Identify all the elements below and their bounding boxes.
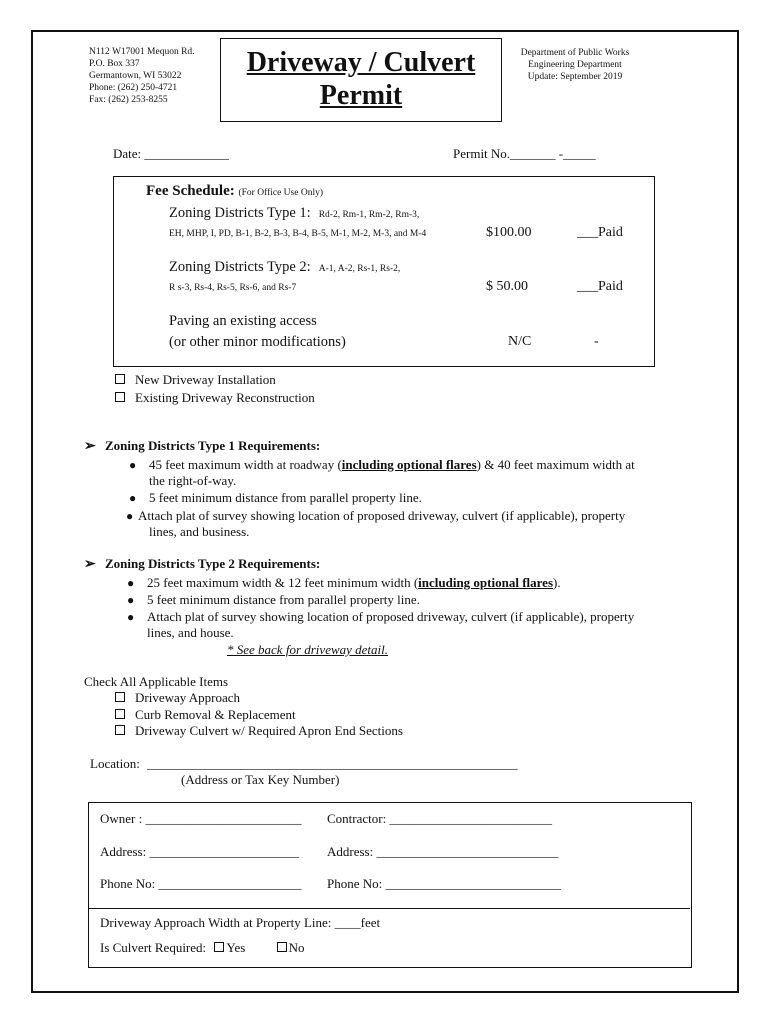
checkbox-icon[interactable] (214, 942, 224, 952)
type2-codes-b: R s-3, Rs-4, Rs-5, Rs-6, and Rs-7 (169, 283, 297, 293)
type1-req-item3: Attach plat of survey showing location of proposed driveway, culvert (if applicable), property (138, 508, 626, 523)
checkbox-icon[interactable] (115, 374, 125, 384)
type1-req-item2: 5 feet minimum distance from parallel property line. (149, 490, 422, 505)
arrow-right-icon: ➢ (84, 557, 96, 572)
yes-label[interactable]: Yes (226, 940, 246, 955)
check-items-heading: Check All Applicable Items (84, 674, 229, 689)
city-state-zip: Germantown, WI 53022 (89, 71, 182, 81)
type1-req-item1-text-a: 45 feet maximum width at roadway ( (149, 457, 342, 472)
checkbox-icon[interactable] (115, 709, 125, 719)
type2-amount: $ 50.00 (486, 279, 528, 294)
checkbox-icon[interactable] (115, 725, 125, 735)
culvert-required-row (100, 940, 304, 956)
street-address: N112 W17001 Mequon Rd. (89, 47, 195, 57)
type2-req-heading (84, 556, 320, 573)
arrow-right-icon: ➢ (84, 439, 96, 454)
reconstruction-option[interactable] (115, 390, 315, 406)
title-box (220, 38, 502, 122)
owner-address-field[interactable]: Address: _______________________ (100, 844, 299, 859)
type1-req-item1-emphasis: including optional flares (341, 457, 477, 472)
department-name: Department of Public Works (520, 48, 630, 58)
type1-codes-a: Rd-2, Rm-1, Rm-2, Rm-3, (318, 210, 420, 220)
option-label: Existing Driveway Reconstruction (135, 390, 315, 405)
fee-schedule-heading (146, 183, 323, 200)
see-back-link[interactable]: * See back for driveway detail. (227, 642, 389, 657)
owner-phone-field[interactable]: Phone No: ______________________ (100, 876, 302, 891)
date-field[interactable]: Date: _____________ (113, 146, 229, 161)
type2-req-item1-text-c: ). (553, 575, 561, 590)
type2-codes-a: A-1, A-2, Rs-1, Rs-2, (318, 264, 401, 274)
department-block (505, 47, 645, 83)
contractor-address-field[interactable]: Address: ____________________________ (327, 844, 559, 859)
checkbox-icon[interactable] (115, 692, 125, 702)
option-label: Curb Removal & Replacement (135, 707, 296, 722)
type1-req-title: Zoning Districts Type 1 Requirements: (104, 438, 321, 453)
paving-line2: (or other minor modifications) (169, 334, 346, 350)
curb-removal-option[interactable] (115, 707, 296, 723)
fee-schedule-note: (For Office Use Only) (238, 188, 323, 198)
update-date: Update: September 2019 (527, 72, 623, 82)
location-label: Location: (90, 756, 140, 771)
type2-req-title: Zoning Districts Type 2 Requirements: (104, 556, 321, 571)
contractor-phone-field[interactable]: Phone No: ___________________________ (327, 876, 561, 891)
option-label: New Driveway Installation (135, 372, 276, 387)
paving-line1: Paving an existing access (169, 313, 317, 329)
checkbox-icon[interactable] (115, 392, 125, 402)
checkbox-icon[interactable] (277, 942, 287, 952)
fax-number: Fax: (262) 253-8255 (89, 95, 168, 105)
type2-req-item2: 5 feet minimum distance from parallel property line. (147, 592, 420, 607)
location-input-line[interactable]: _________________________________________________________ (147, 756, 518, 771)
type1-req-item1 (149, 457, 689, 473)
option-label: Driveway Approach (135, 690, 241, 705)
contractor-field[interactable]: Contractor: _________________________ (327, 811, 552, 826)
paving-amount: N/C (508, 334, 532, 349)
type2-req-item1-text-a: 25 feet maximum width & 12 feet minimum width ( (147, 575, 419, 590)
bullet-icon: ● (127, 610, 135, 624)
bullet-icon: ● (126, 509, 134, 523)
city-address-block (89, 46, 195, 106)
sub-department: Engineering Department (528, 60, 622, 70)
type2-paid[interactable]: ___Paid (577, 279, 623, 294)
option-label: Driveway Culvert w/ Required Apron End Sections (135, 723, 403, 738)
no-label[interactable]: No (288, 940, 305, 955)
type2-heading-row (169, 258, 400, 276)
type1-req-heading (84, 438, 320, 455)
approach-width-field[interactable]: Driveway Approach Width at Property Line: ____feet (100, 915, 381, 930)
permit-number-field[interactable]: Permit No._______ -_____ (453, 146, 596, 161)
driveway-culvert-option[interactable] (115, 723, 403, 739)
owner-field[interactable]: Owner : ________________________ (100, 811, 302, 826)
type2-req-item3: Attach plat of survey showing location of proposed driveway, culvert (if applicable), property (147, 609, 635, 624)
location-hint: (Address or Tax Key Number) (181, 772, 340, 787)
culvert-question: Is Culvert Required: (100, 940, 207, 955)
box-divider (88, 908, 690, 909)
type1-paid[interactable]: ___Paid (577, 225, 623, 240)
type2-req-item1-emphasis: including optional flares (418, 575, 553, 590)
driveway-approach-option[interactable] (115, 690, 240, 706)
type1-codes-b: EH, MHP, I, PD, B-1, B-2, B-3, B-4, B-5, M-1, M-2, M-3, and M-4 (169, 229, 427, 239)
type2-req-item1 (147, 575, 561, 591)
bullet-icon: ● (129, 458, 137, 472)
type1-req-item3-cont: lines, and business. (149, 524, 250, 539)
type1-req-item1-cont: the right-of-way. (149, 473, 237, 488)
phone-number: Phone: (262) 250-4721 (89, 83, 178, 93)
type2-req-item3-cont: lines, and house. (147, 625, 234, 640)
type1-amount: $100.00 (486, 225, 532, 240)
location-field[interactable] (90, 756, 518, 772)
paving-paid: - (594, 334, 599, 349)
bullet-icon: ● (127, 593, 135, 607)
type2-label: Zoning Districts Type 2: (169, 259, 311, 275)
form-title-line1: Driveway / Culvert (246, 47, 476, 78)
bullet-icon: ● (129, 491, 137, 505)
bullet-icon: ● (127, 576, 135, 590)
form-title-line2: Permit (319, 80, 403, 111)
po-box: P.O. Box 337 (89, 59, 140, 69)
type1-label: Zoning Districts Type 1: (169, 205, 311, 221)
fee-schedule-title: Fee Schedule: (146, 183, 235, 199)
type1-req-item1-text-c: ) & 40 feet maximum width at (476, 457, 635, 472)
type1-heading-row (169, 204, 419, 222)
new-driveway-option[interactable] (115, 372, 276, 388)
